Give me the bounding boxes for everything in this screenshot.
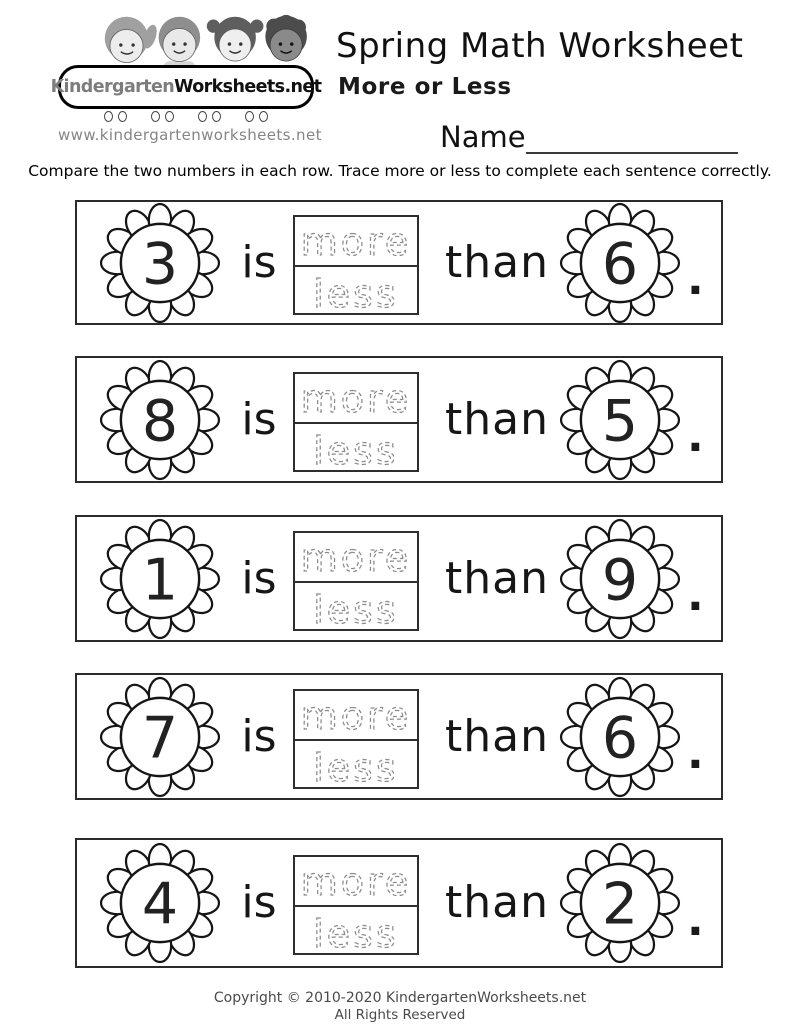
trace-more-less-box[interactable]: [293, 855, 419, 955]
site-logo: [50, 12, 322, 144]
left-number: 8: [141, 387, 179, 454]
logo-banner-text-gray: Kindergarten: [50, 77, 175, 97]
word-is: is: [241, 552, 277, 604]
left-number: 4: [141, 871, 179, 938]
trace-more-less-box[interactable]: [293, 215, 419, 315]
name-block: [440, 118, 738, 154]
trace-word-more[interactable]: more: [300, 860, 412, 904]
flower-icon: [559, 676, 681, 798]
right-number: 2: [601, 871, 639, 938]
word-is: is: [241, 236, 277, 288]
flower-icon: [99, 202, 221, 324]
sentence-period: .: [687, 570, 704, 621]
trace-more-less-box[interactable]: [293, 531, 419, 631]
word-than: than: [445, 393, 549, 445]
word-than: than: [445, 877, 549, 928]
word-than: than: [445, 552, 549, 604]
flower-icon: [99, 518, 221, 640]
trace-word-less[interactable]: less: [313, 745, 399, 789]
left-number: 3: [141, 230, 179, 297]
flower-icon: [559, 518, 681, 640]
flower-icon: [99, 676, 221, 798]
trace-more-less-box[interactable]: [293, 689, 419, 789]
trace-word-more[interactable]: more: [300, 219, 412, 264]
logo-url-text: www.kindergartenworksheets.net: [58, 126, 322, 144]
word-than: than: [445, 236, 549, 288]
trace-word-more[interactable]: more: [300, 535, 412, 580]
sentence-period: .: [687, 728, 704, 779]
trace-more-less-box[interactable]: [293, 372, 419, 472]
trace-word-less[interactable]: less: [313, 587, 399, 631]
instruction-text: Compare the two numbers in each row. Trace more or less to complete each sentence correctly.: [28, 162, 772, 180]
right-number: 6: [601, 704, 639, 771]
sentence-period: .: [687, 411, 704, 462]
trace-word-more[interactable]: more: [300, 376, 412, 421]
flower-icon: [559, 359, 681, 481]
flower-icon: [99, 842, 221, 964]
worksheet-row-3: [75, 515, 723, 642]
name-fill-line[interactable]: [526, 118, 738, 154]
logo-banner: [50, 65, 322, 109]
trace-word-less[interactable]: less: [313, 428, 399, 472]
worksheet-row-2: [75, 356, 723, 483]
name-label: Name: [440, 120, 526, 154]
flower-icon: [559, 842, 681, 964]
trace-word-more[interactable]: more: [300, 693, 412, 738]
logo-feet-decoration: [58, 111, 314, 122]
footer-copyright: Copyright © 2010-2020 KindergartenWorksheets.net: [213, 990, 587, 1006]
page-title: Spring Math Worksheet: [336, 26, 744, 66]
word-than: than: [445, 710, 549, 762]
flower-icon: [99, 359, 221, 481]
footer: [0, 990, 800, 1023]
word-is: is: [241, 393, 277, 445]
right-number: 6: [601, 230, 639, 297]
page-subtitle: More or Less: [338, 74, 512, 100]
right-number: 9: [601, 546, 639, 613]
worksheet-row-1: [75, 200, 723, 325]
worksheet-row-4: [75, 673, 723, 800]
right-number: 5: [601, 387, 639, 454]
trace-word-less[interactable]: less: [313, 271, 399, 315]
footer-rights: All Rights Reserved: [334, 1007, 466, 1023]
trace-word-less[interactable]: less: [313, 912, 399, 955]
word-is: is: [241, 710, 277, 762]
word-is: is: [241, 877, 277, 928]
logo-banner-text-black: Worksheets.net: [174, 77, 322, 97]
sentence-period: .: [687, 254, 704, 305]
sentence-period: .: [687, 894, 704, 946]
worksheet-row-5: [75, 838, 723, 968]
flower-icon: [559, 202, 681, 324]
left-number: 7: [141, 704, 179, 771]
left-number: 1: [141, 546, 179, 613]
